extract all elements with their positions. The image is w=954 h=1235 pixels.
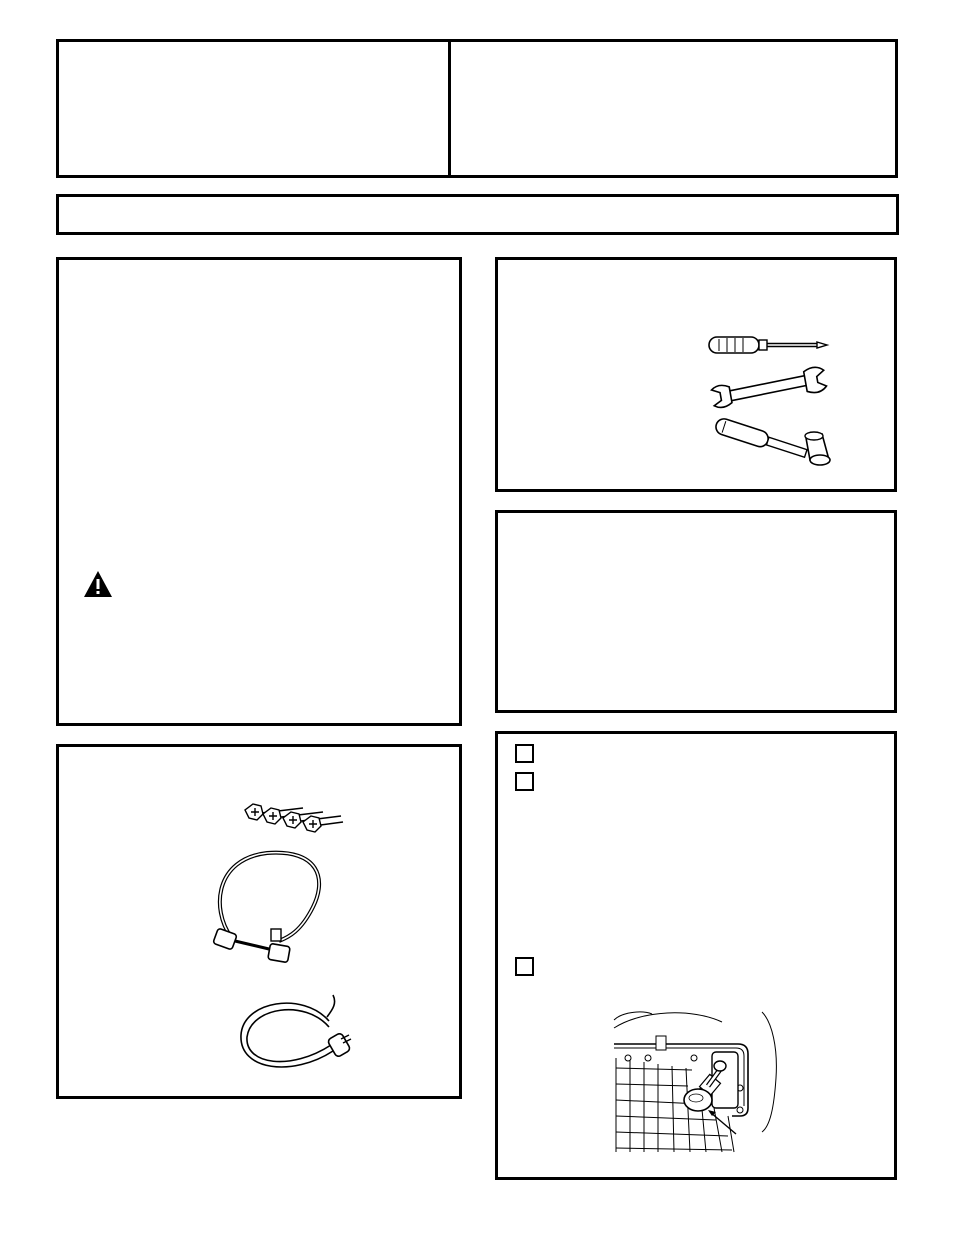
notes-panel <box>495 510 897 713</box>
wood-screws-icon <box>241 800 345 836</box>
tools-panel <box>495 257 897 492</box>
step-checkbox-1[interactable] <box>515 744 534 763</box>
nut-driver-icon <box>710 422 842 474</box>
leveling-leg-illustration <box>612 1008 792 1158</box>
steps-panel <box>495 731 897 1180</box>
section-banner <box>56 194 899 235</box>
intro-panel <box>56 257 462 726</box>
parts-panel <box>56 744 462 1099</box>
header-divider <box>448 42 451 175</box>
phillips-screwdriver-icon <box>707 334 829 356</box>
power-cord-icon <box>233 991 363 1081</box>
warning-triangle-icon <box>83 570 113 598</box>
fill-hose-icon <box>209 849 329 969</box>
header-box <box>56 39 898 178</box>
step-checkbox-3[interactable] <box>515 957 534 976</box>
open-end-wrench-icon <box>708 372 830 404</box>
step-checkbox-2[interactable] <box>515 772 534 791</box>
